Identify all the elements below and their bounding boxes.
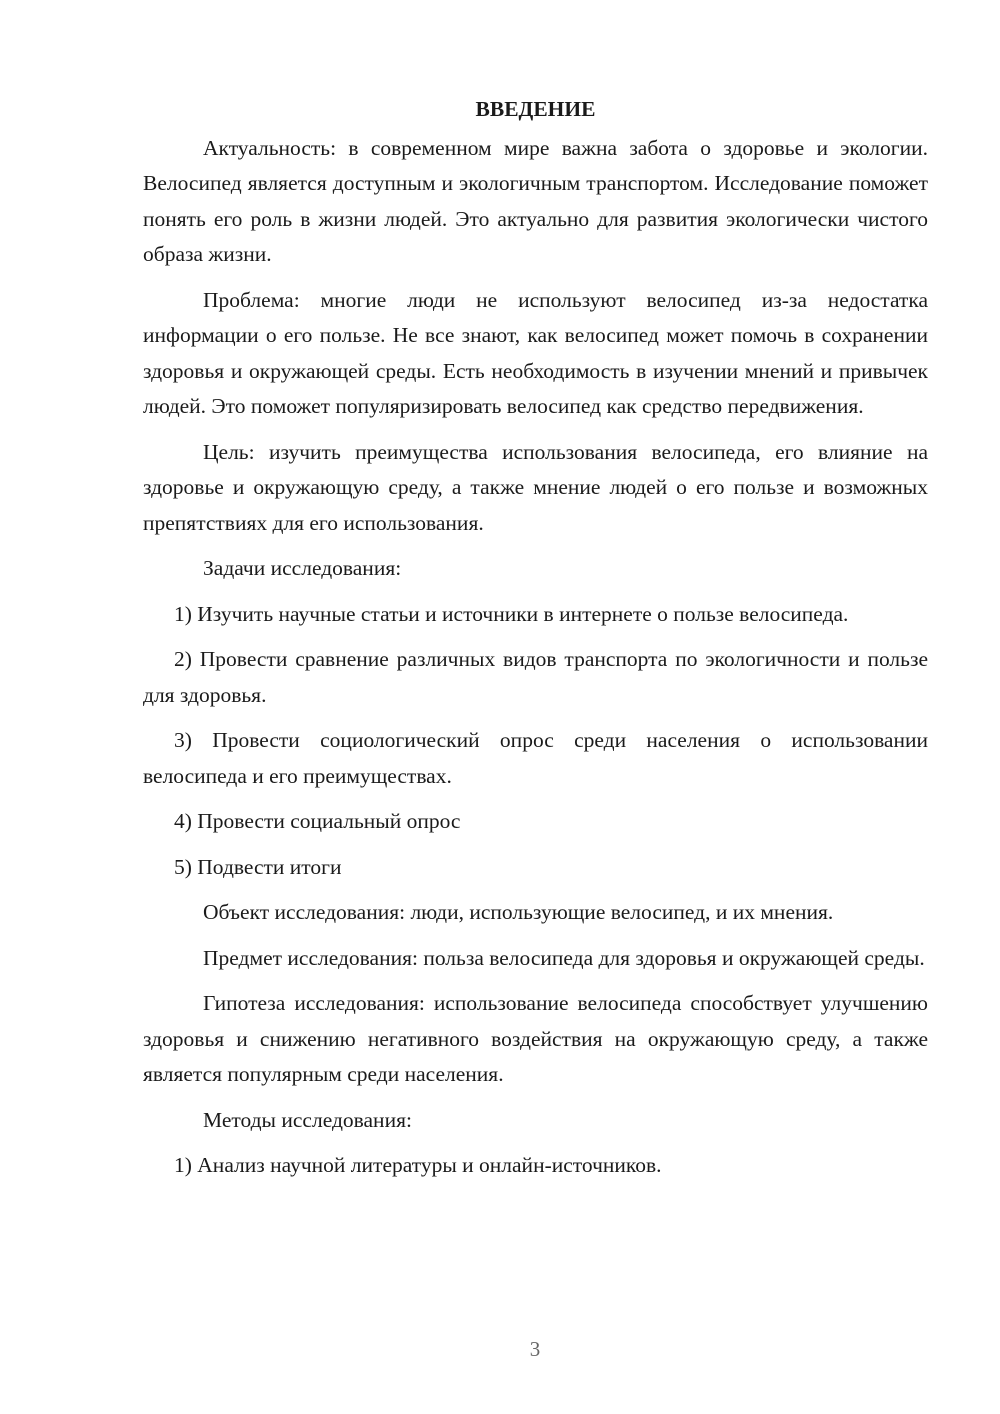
- task-item: 3) Провести социологический опрос среди населения о использовании велосипеда и его преимуществах.: [143, 728, 928, 788]
- page-number: 3: [529, 1337, 541, 1361]
- document-body: [143, 92, 928, 1194]
- tasks-heading: Задачи исследования:: [203, 556, 402, 580]
- method-item: 1) Анализ научной литературы и онлайн-источников.: [174, 1153, 662, 1177]
- task-item: 2) Провести сравнение различных видов транспорта по экологичности и пользе для здоровья.: [143, 647, 928, 707]
- section-title: ВВЕДЕНИЕ: [475, 97, 596, 121]
- methods-heading: Методы исследования:: [203, 1107, 412, 1132]
- subject-paragraph: Предмет исследования: польза велосипеда для здоровья и окружающей среды.: [203, 945, 925, 970]
- task-item: 4) Провести социальный опрос: [174, 809, 461, 833]
- task-item: 5) Подвести итоги: [174, 854, 342, 879]
- hypothesis-paragraph: Гипотеза исследования: использование велосипеда способствует улучшению здоровья и снижению негативного воздействия на окружающую среду, а также является популярным среди населения.: [143, 991, 928, 1086]
- problem-paragraph: Проблема: многие люди не используют велосипед из-за недостатка информации о его пользе. Не все знают, как велосипед может помочь в сохранении здоровья и окружающей среды. Есть необходимость в изучении мнений и привычек людей. Это поможет популяризировать велосипед как средство передвижения.: [143, 287, 928, 418]
- goal-paragraph: Цель: изучить преимущества использования велосипеда, его влияние на здоровье и окружающую среду, а также мнение людей о его пользе и возможных препятствиях для его использования.: [143, 439, 928, 535]
- relevance-paragraph: Актуальность: в современном мире важна забота о здоровье и экологии. Велосипед является доступным и экологичным транспортом. Исследование поможет понять его роль в жизни людей. Это актуально для развития экологически чистого образа жизни.: [143, 135, 928, 266]
- object-paragraph: Объект исследования: люди, использующие велосипед, и их мнения.: [203, 900, 834, 924]
- task-item: 1) Изучить научные статьи и источники в интернете о пользе велосипеда.: [174, 601, 849, 626]
